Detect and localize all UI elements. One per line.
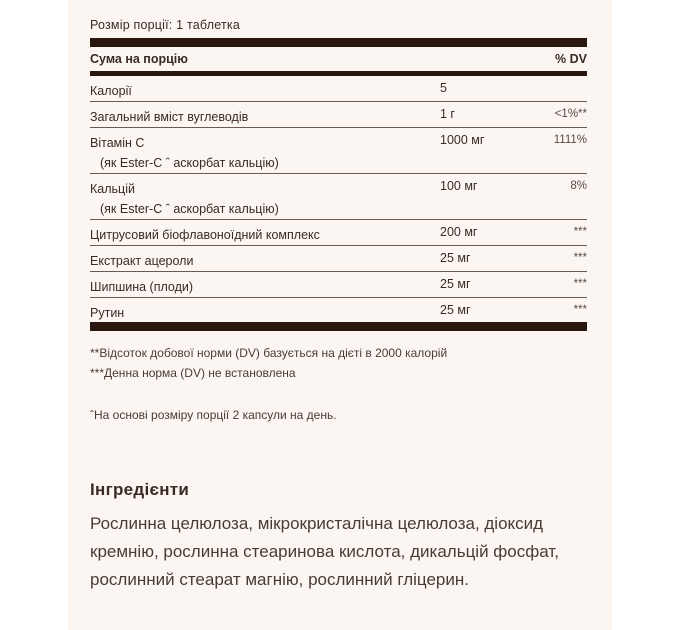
nutrient-dv: 1111% [553,134,587,146]
footnote-serving-basis: ˆНа основі розміру порції 2 капсули на день. [90,408,337,422]
table-row [90,174,587,220]
nutrient-name-cell [90,133,440,173]
nutrient-dv: *** [573,304,587,316]
nutrient-name: Загальний вміст вуглеводів [90,110,249,124]
supplement-facts-table [90,18,587,425]
nutrient-source: (як Ester-C ˆ аскорбат кальцію) [100,156,279,170]
table-row [90,76,587,102]
nutrient-dv: <1%** [554,108,587,120]
nutrient-name: Кальцій [90,182,135,196]
nutrient-source: (як Ester-C ˆ аскорбат кальцію) [100,202,279,216]
nutrient-amount: 25 мг [440,277,471,291]
nutrient-amount: 25 мг [440,303,471,317]
nutrient-dv: *** [573,278,587,290]
footnotes [90,343,587,425]
bottom-divider [90,322,587,331]
nutrient-dv: *** [573,226,587,238]
footnote-dv-not-established: ***Денна норма (DV) не встановлена [90,366,296,380]
nutrient-amount: 100 мг [440,179,478,193]
nutrient-dv: 8% [570,180,587,192]
table-header [90,47,587,76]
nutrient-name: Екстракт ацероли [90,254,194,268]
nutrient-name: Вітамін С [90,136,145,150]
nutrient-name: Калорії [90,84,132,98]
nutrient-name: Цитрусовий біофлавоноїдний комплекс [90,228,320,242]
nutrient-name: Рутин [90,306,125,320]
table-row [90,220,587,246]
top-divider [90,38,587,47]
amount-per-serving-label: Сума на порцію [90,52,188,66]
ingredients-title: Інгредієнти [90,480,190,499]
table-row [90,102,587,128]
nutrient-name: Шипшина (плоди) [90,280,194,294]
table-row [90,272,587,298]
serving-size: Розмір порції: 1 таблетка [90,18,240,32]
table-row [90,246,587,272]
dv-label: % DV [555,52,587,66]
nutrient-amount: 1 г [440,107,455,121]
nutrient-amount: 200 мг [440,225,478,239]
nutrient-dv: *** [573,252,587,264]
nutrient-amount: 1000 мг [440,133,485,147]
supplement-facts-panel [68,0,612,630]
table-row [90,128,587,174]
nutrient-amount: 25 мг [440,251,471,265]
nutrient-name-cell [90,179,440,219]
ingredients-text: Рослинна целюлоза, мікрокристалічна целюлоза, діоксид кремнію, рослинна стеаринова кислота, дикальцій фосфат, рослинний стеарат магнію, рослинний гліцерин. [90,514,559,589]
footnote-dv-basis: **Відсоток добової норми (DV) базується на дієті в 2000 калорій [90,346,448,360]
table-row [90,298,587,323]
nutrient-amount: 5 [440,81,447,95]
